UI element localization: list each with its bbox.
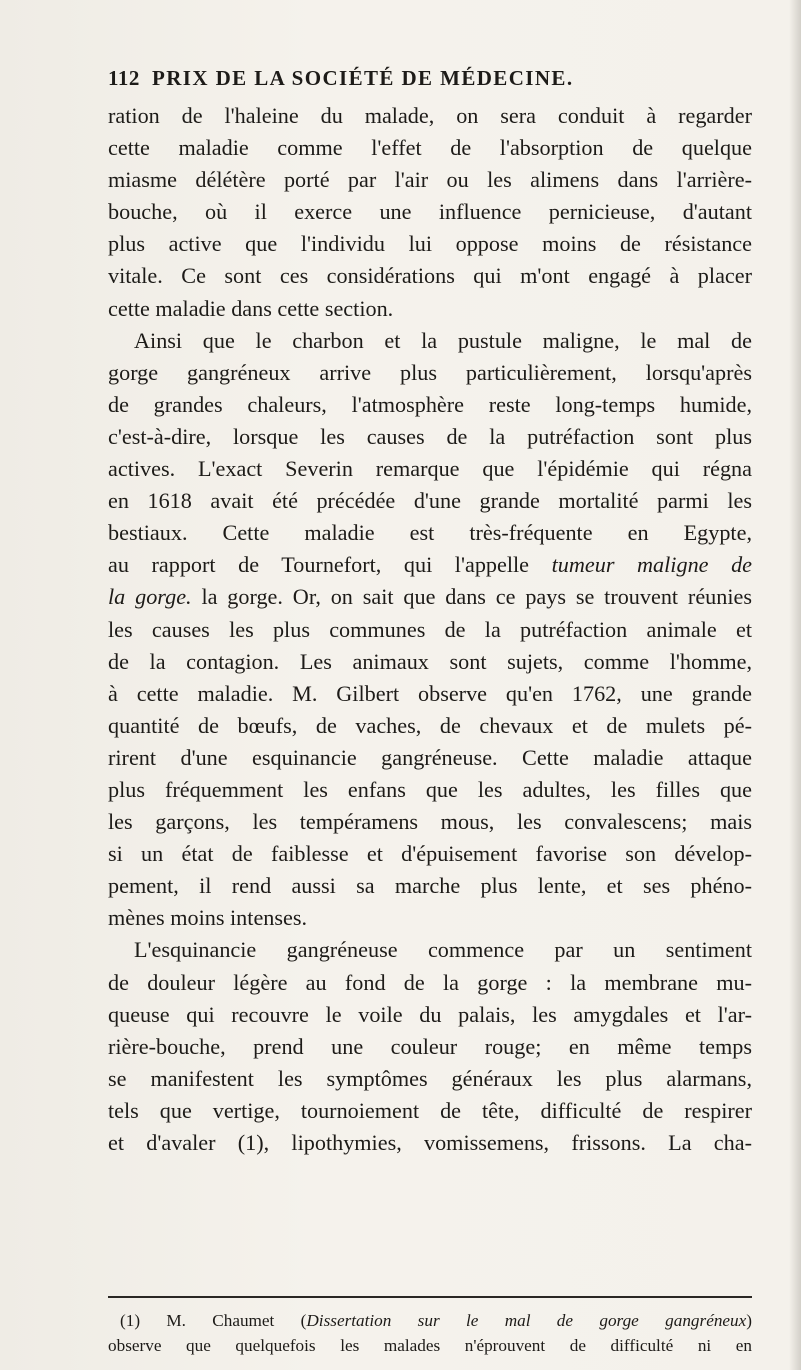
running-header [108,66,728,94]
text-line: se manifestent les symptômes généraux les plus alarmans, [108,1065,752,1091]
text-line: plus fréquemment les enfans que les adultes, les filles que [108,776,752,802]
text-line: rière-bouche, prend une couleur rouge; en même temps [108,1033,752,1059]
text-line: cette maladie comme l'effet de l'absorption de quelque [108,135,752,161]
text-line: bestiaux. Cette maladie est très-fréquente en Egypte, [108,520,752,546]
footnote [108,1308,752,1358]
text-line: bouche, où il exerce une influence pernicieuse, d'autant [108,199,752,225]
footnote-divider [108,1296,752,1298]
text-line: les garçons, les tempéramens mous, les convalescens; mais [108,809,752,835]
footnote-line: observe que quelquefois les malades n'éprouvent de difficulté ni en [108,1336,752,1355]
text-line: queuse qui recouvre le voile du palais, les amygdales et l'ar- [108,1001,752,1027]
text-line: vitale. Ce sont ces considérations qui m'ont engagé à placer [108,263,752,289]
text-line: et d'avaler (1), lipothymies, vomissemens, frissons. La cha- [108,1130,752,1155]
italic-text: tumeur maligne de [551,552,753,578]
text-line: ration de l'haleine du malade, on sera conduit à regarder [108,103,752,128]
text-line [108,549,752,581]
text-segment: la gorge. Or, on sait que dans ce pays se trouvent réunies [201,584,753,610]
page-edge-shadow [789,0,801,1370]
footnote-text: (1) M. Chaumet ( [120,1311,307,1330]
text-line: de grandes chaleurs, l'atmosphère reste long-temps humide, [108,391,752,417]
text-line: L'esquinancie gangréneuse commence par un sentiment [134,937,752,963]
italic-text: la gorge. [108,584,192,610]
text-line: de la contagion. Les animaux sont sujets, comme l'homme, [108,648,752,674]
text-line: cette maladie dans cette section. [108,295,394,321]
footnote-italic: Dissertation sur le mal de gorge gangréneux [306,1311,747,1330]
body-text [108,100,752,1159]
text-line: c'est-à-dire, lorsque les causes de la putréfaction sont plus [108,423,752,449]
text-line: pement, il rend aussi sa marche plus lente, et ses phéno- [108,873,752,899]
text-line: de douleur légère au fond de la gorge : la membrane mu- [108,969,752,995]
text-line: à cette maladie. M. Gilbert observe qu'en 1762, une grande [108,680,752,706]
text-line: miasme délétère porté par l'air ou les alimens dans l'arrière- [108,167,752,193]
text-line [108,581,752,613]
text-segment: au rapport de Tournefort, qui l'appelle [108,552,530,578]
text-line: plus active que l'individu lui oppose moins de résistance [108,231,752,257]
text-line: les causes les plus communes de la putréfaction animale et [108,616,752,642]
running-title: PRIX DE LA SOCIÉTÉ DE MÉDECINE. [152,66,574,90]
text-line: gorge gangréneux arrive plus particulièrement, lorsqu'après [108,359,752,385]
footnote-line [108,1308,752,1333]
text-line: quantité de bœufs, de vaches, de chevaux et de mulets pé- [108,712,752,738]
text-line: Ainsi que le charbon et la pustule maligne, le mal de [134,327,752,353]
text-line: tels que vertige, tournoiement de tête, difficulté de respirer [108,1097,752,1123]
footnote-text: ) [746,1311,753,1330]
page-number: 112 [108,66,140,90]
text-line: en 1618 avait été précédée d'une grande mortalité parmi les [108,488,752,514]
text-line: rirent d'une esquinancie gangréneuse. Cette maladie attaque [108,744,752,770]
text-line: mènes moins intenses. [108,905,308,931]
text-line: actives. L'exact Severin remarque que l'épidémie qui régna [108,456,752,482]
text-line: si un état de faiblesse et d'épuisement favorise son dévelop- [108,841,752,867]
